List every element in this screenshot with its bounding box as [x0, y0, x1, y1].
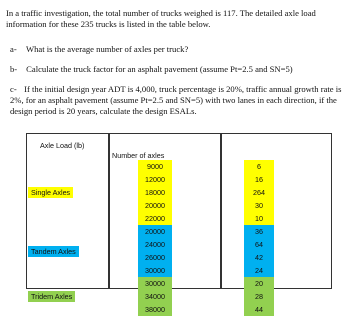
- axle-load-table: [26, 133, 338, 314]
- question-a-text: What is the average number of axles per truck?: [26, 44, 189, 54]
- axle-load-cell: 18000: [138, 186, 172, 199]
- axle-load-cell: 26000: [138, 251, 172, 264]
- axle-count-cell: 20: [244, 277, 274, 290]
- axle-load-cell: 20000: [138, 225, 172, 238]
- axle-load-cell: 30000: [138, 264, 172, 277]
- question-c-label: c-: [10, 84, 17, 94]
- axle-load-cell: 9000: [138, 160, 172, 173]
- question-a: [10, 44, 188, 55]
- question-b-text: Calculate the truck factor for an asphalt pavement (assume Pt=2.5 and SN=5): [26, 64, 293, 74]
- question-c-text: If the initial design year ADT is 4,000, truck percentage is 20%, traffic annual growth rate is 2%, for an asphalt pavement (assume Pt=2.5 and SN=5) with two lanes in each direction, if the design period is 20 years, calculate the design ESALs.: [10, 84, 342, 116]
- question-b: [10, 64, 293, 75]
- axle-load-cell: 30000: [138, 277, 172, 290]
- question-c: [10, 84, 344, 117]
- axle-count-column: [220, 133, 332, 289]
- axle-load-cell: 24000: [138, 238, 172, 251]
- axle-load-cell: 12000: [138, 173, 172, 186]
- axle-load-cell: 22000: [138, 212, 172, 225]
- axle-count-cell: 16: [244, 173, 274, 186]
- axle-group-label: Tridem Axles: [28, 291, 75, 302]
- axle-count-cell: 6: [244, 160, 274, 173]
- axle-count-cell: 64: [244, 238, 274, 251]
- axle-count-cell: 264: [244, 186, 274, 199]
- axle-load-cell: 38000: [138, 303, 172, 316]
- axle-count-cell: 42: [244, 251, 274, 264]
- question-a-label: a-: [10, 44, 17, 54]
- question-b-label: b-: [10, 64, 18, 74]
- axle-count-cell: 24: [244, 264, 274, 277]
- axle-load-header: Axle Load (lb): [40, 141, 85, 150]
- axle-count-cell: 36: [244, 225, 274, 238]
- axle-load-cell: 34000: [138, 290, 172, 303]
- axle-count-cell: 44: [244, 303, 274, 316]
- axle-count-cell: 30: [244, 199, 274, 212]
- axle-count-cell: 10: [244, 212, 274, 225]
- axle-count-cell: 28: [244, 290, 274, 303]
- axle-count-header: Number of axles: [112, 151, 165, 160]
- axle-group-label: Single Axles: [28, 187, 73, 198]
- axle-load-cell: 20000: [138, 199, 172, 212]
- axle-group-label: Tandem Axles: [28, 246, 79, 257]
- axle-type-column: [26, 133, 110, 289]
- problem-intro: In a traffic investigation, the total number of trucks weighed is 117. The detailed axle load information for these 235 trucks is listed in the table below.: [6, 8, 316, 29]
